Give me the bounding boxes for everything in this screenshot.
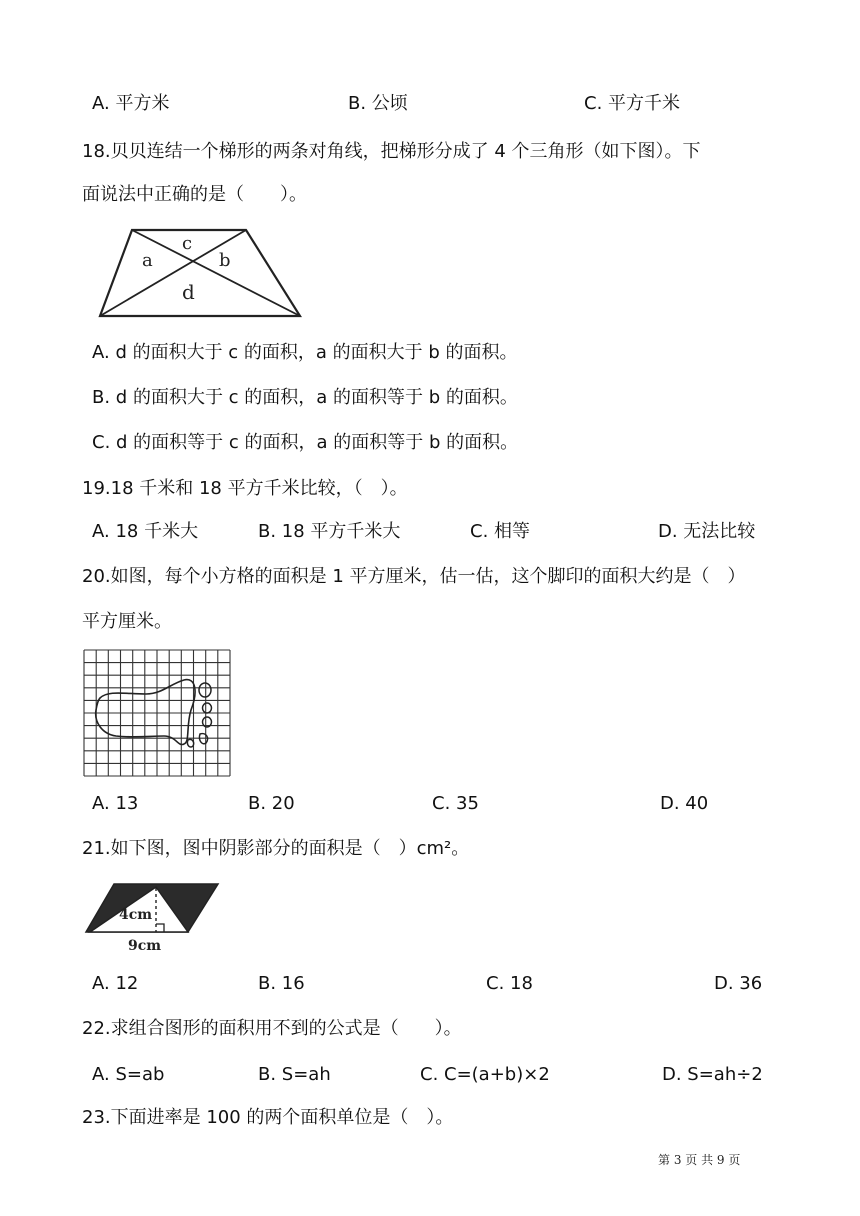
q22-option-c: C. C=(a+b)×2 bbox=[420, 1064, 550, 1085]
q19-option-d: D. 无法比较 bbox=[658, 521, 756, 542]
q21-option-a: A. 12 bbox=[92, 973, 139, 994]
q23-stem: 23.下面进率是 100 的两个面积单位是（ ）。 bbox=[82, 1107, 454, 1128]
q17-option-a: A. 平方米 bbox=[92, 93, 170, 114]
label-d: d bbox=[182, 280, 195, 304]
q19-option-b: B. 18 平方千米大 bbox=[258, 521, 401, 542]
q17-option-c: C. 平方千米 bbox=[584, 93, 681, 114]
q22-option-b: B. S=ah bbox=[258, 1064, 331, 1085]
q19-stem: 19.18 千米和 18 平方千米比较，（ ）。 bbox=[82, 478, 408, 499]
trapezoid-diagonal-1 bbox=[132, 230, 300, 316]
footprint-toe-1 bbox=[199, 683, 211, 697]
footprint-toe-5 bbox=[187, 739, 193, 747]
q18-stem-line2: 面说法中正确的是（ ）。 bbox=[82, 184, 307, 205]
footprint-sole bbox=[96, 680, 195, 745]
q19-option-a: A. 18 千米大 bbox=[92, 521, 199, 542]
label-base: 9cm bbox=[128, 938, 162, 954]
trapezoid-figure bbox=[96, 222, 308, 322]
q21-option-c: C. 18 bbox=[486, 973, 533, 994]
q18-option-c: C. d 的面积等于 c 的面积，a 的面积等于 b 的面积。 bbox=[92, 432, 519, 453]
footprint-toe-2 bbox=[203, 703, 212, 713]
q18-option-a: A. d 的面积大于 c 的面积，a 的面积大于 b 的面积。 bbox=[92, 342, 518, 363]
q20-option-c: C. 35 bbox=[432, 793, 479, 814]
label-c: c bbox=[182, 233, 193, 254]
parallelogram-figure bbox=[84, 880, 220, 956]
page-number: 第 3 页 共 9 页 bbox=[658, 1153, 741, 1167]
q20-option-b: B. 20 bbox=[248, 793, 295, 814]
q21-option-b: B. 16 bbox=[258, 973, 305, 994]
q18-stem-line1: 18.贝贝连结一个梯形的两条对角线，把梯形分成了 4 个三角形（如下图）。下 bbox=[82, 141, 701, 162]
q20-option-a: A. 13 bbox=[92, 793, 139, 814]
trapezoid-outline bbox=[100, 230, 300, 316]
q17-option-b: B. 公顷 bbox=[348, 93, 408, 114]
label-height: 4cm bbox=[119, 907, 153, 923]
footprint-grid-figure bbox=[84, 650, 230, 776]
q22-stem: 22.求组合图形的面积用不到的公式是（ ）。 bbox=[82, 1018, 462, 1039]
q21-option-d: D. 36 bbox=[714, 973, 763, 994]
q18-option-b: B. d 的面积大于 c 的面积，a 的面积等于 b 的面积。 bbox=[92, 387, 518, 408]
q22-option-d: D. S=ah÷2 bbox=[662, 1064, 763, 1085]
q20-option-d: D. 40 bbox=[660, 793, 709, 814]
label-b: b bbox=[219, 250, 231, 271]
q21-stem: 21.如下图，图中阴影部分的面积是（ ）cm²。 bbox=[82, 838, 470, 859]
trapezoid-diagonal-2 bbox=[100, 230, 246, 316]
q19-option-c: C. 相等 bbox=[470, 521, 531, 542]
label-a: a bbox=[142, 250, 153, 271]
q22-option-a: A. S=ab bbox=[92, 1064, 165, 1085]
q20-stem-line2: 平方厘米。 bbox=[82, 611, 172, 632]
q20-stem-line1: 20.如图，每个小方格的面积是 1 平方厘米，估一估，这个脚印的面积大约是（ ） bbox=[82, 566, 746, 587]
